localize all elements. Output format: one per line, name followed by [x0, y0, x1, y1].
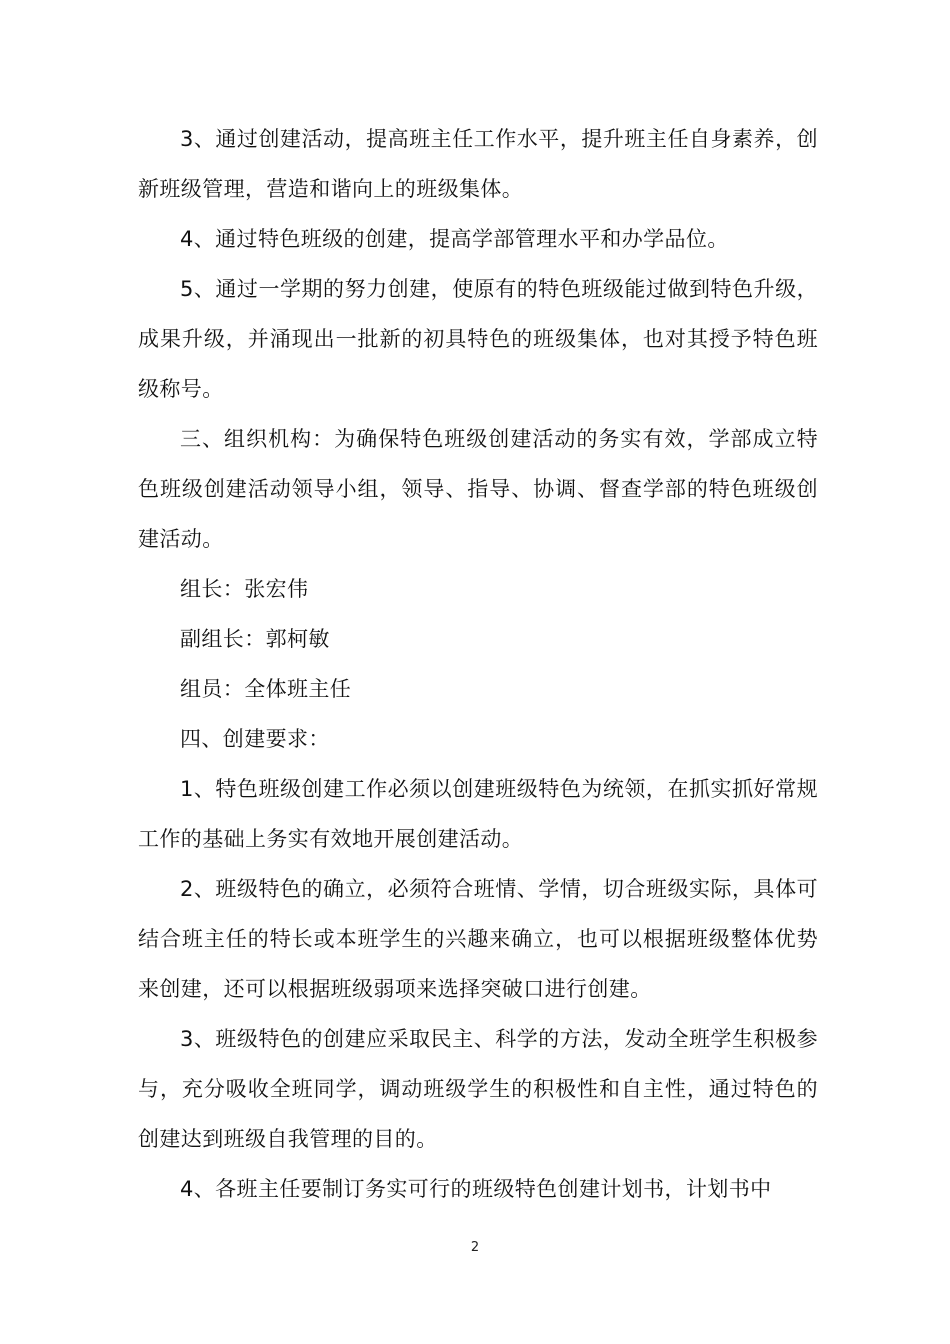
- paragraph-organization: 三、组织机构：为确保特色班级创建活动的务实有效，学部成立特色班级创建活动领导小组，领导、指导、协调、督查学部的特色班级创建活动。: [138, 427, 818, 551]
- paragraph-goal-4: 4、通过特色班级的创建，提高学部管理水平和办学品位。: [180, 227, 729, 251]
- document-body: [138, 114, 818, 1214]
- page-number: 2: [470, 1240, 480, 1255]
- paragraph-goal-3: 3、通过创建活动，提高班主任工作水平，提升班主任自身素养，创新班级管理，营造和谐向上的班级集体。: [138, 127, 818, 201]
- paragraph-requirement-2: 2、班级特色的确立，必须符合班情、学情，切合班级实际，具体可结合班主任的特长或本班学生的兴趣来确立，也可以根据班级整体优势来创建，还可以根据班级弱项来选择突破口进行创建。: [138, 877, 818, 1001]
- paragraph-deputy-leader: 副组长：郭柯敏: [180, 627, 330, 651]
- section-heading-requirements: 四、创建要求：: [180, 727, 330, 751]
- paragraph-requirement-3: 3、班级特色的创建应采取民主、科学的方法，发动全班学生积极参与，充分吸收全班同学，调动班级学生的积极性和自主性，通过特色的创建达到班级自我管理的目的。: [138, 1027, 818, 1151]
- paragraph-goal-5: 5、通过一学期的努力创建，使原有的特色班级能过做到特色升级，成果升级，并涌现出一批新的初具特色的班级集体，也对其授予特色班级称号。: [138, 277, 818, 401]
- paragraph-leader: 组长：张宏伟: [180, 577, 309, 601]
- paragraph-members: 组员：全体班主任: [180, 677, 352, 701]
- paragraph-requirement-4: 4、各班主任要制订务实可行的班级特色创建计划书，计划书中: [180, 1177, 772, 1201]
- paragraph-requirement-1: 1、特色班级创建工作必须以创建班级特色为统领，在抓实抓好常规工作的基础上务实有效地开展创建活动。: [138, 777, 818, 851]
